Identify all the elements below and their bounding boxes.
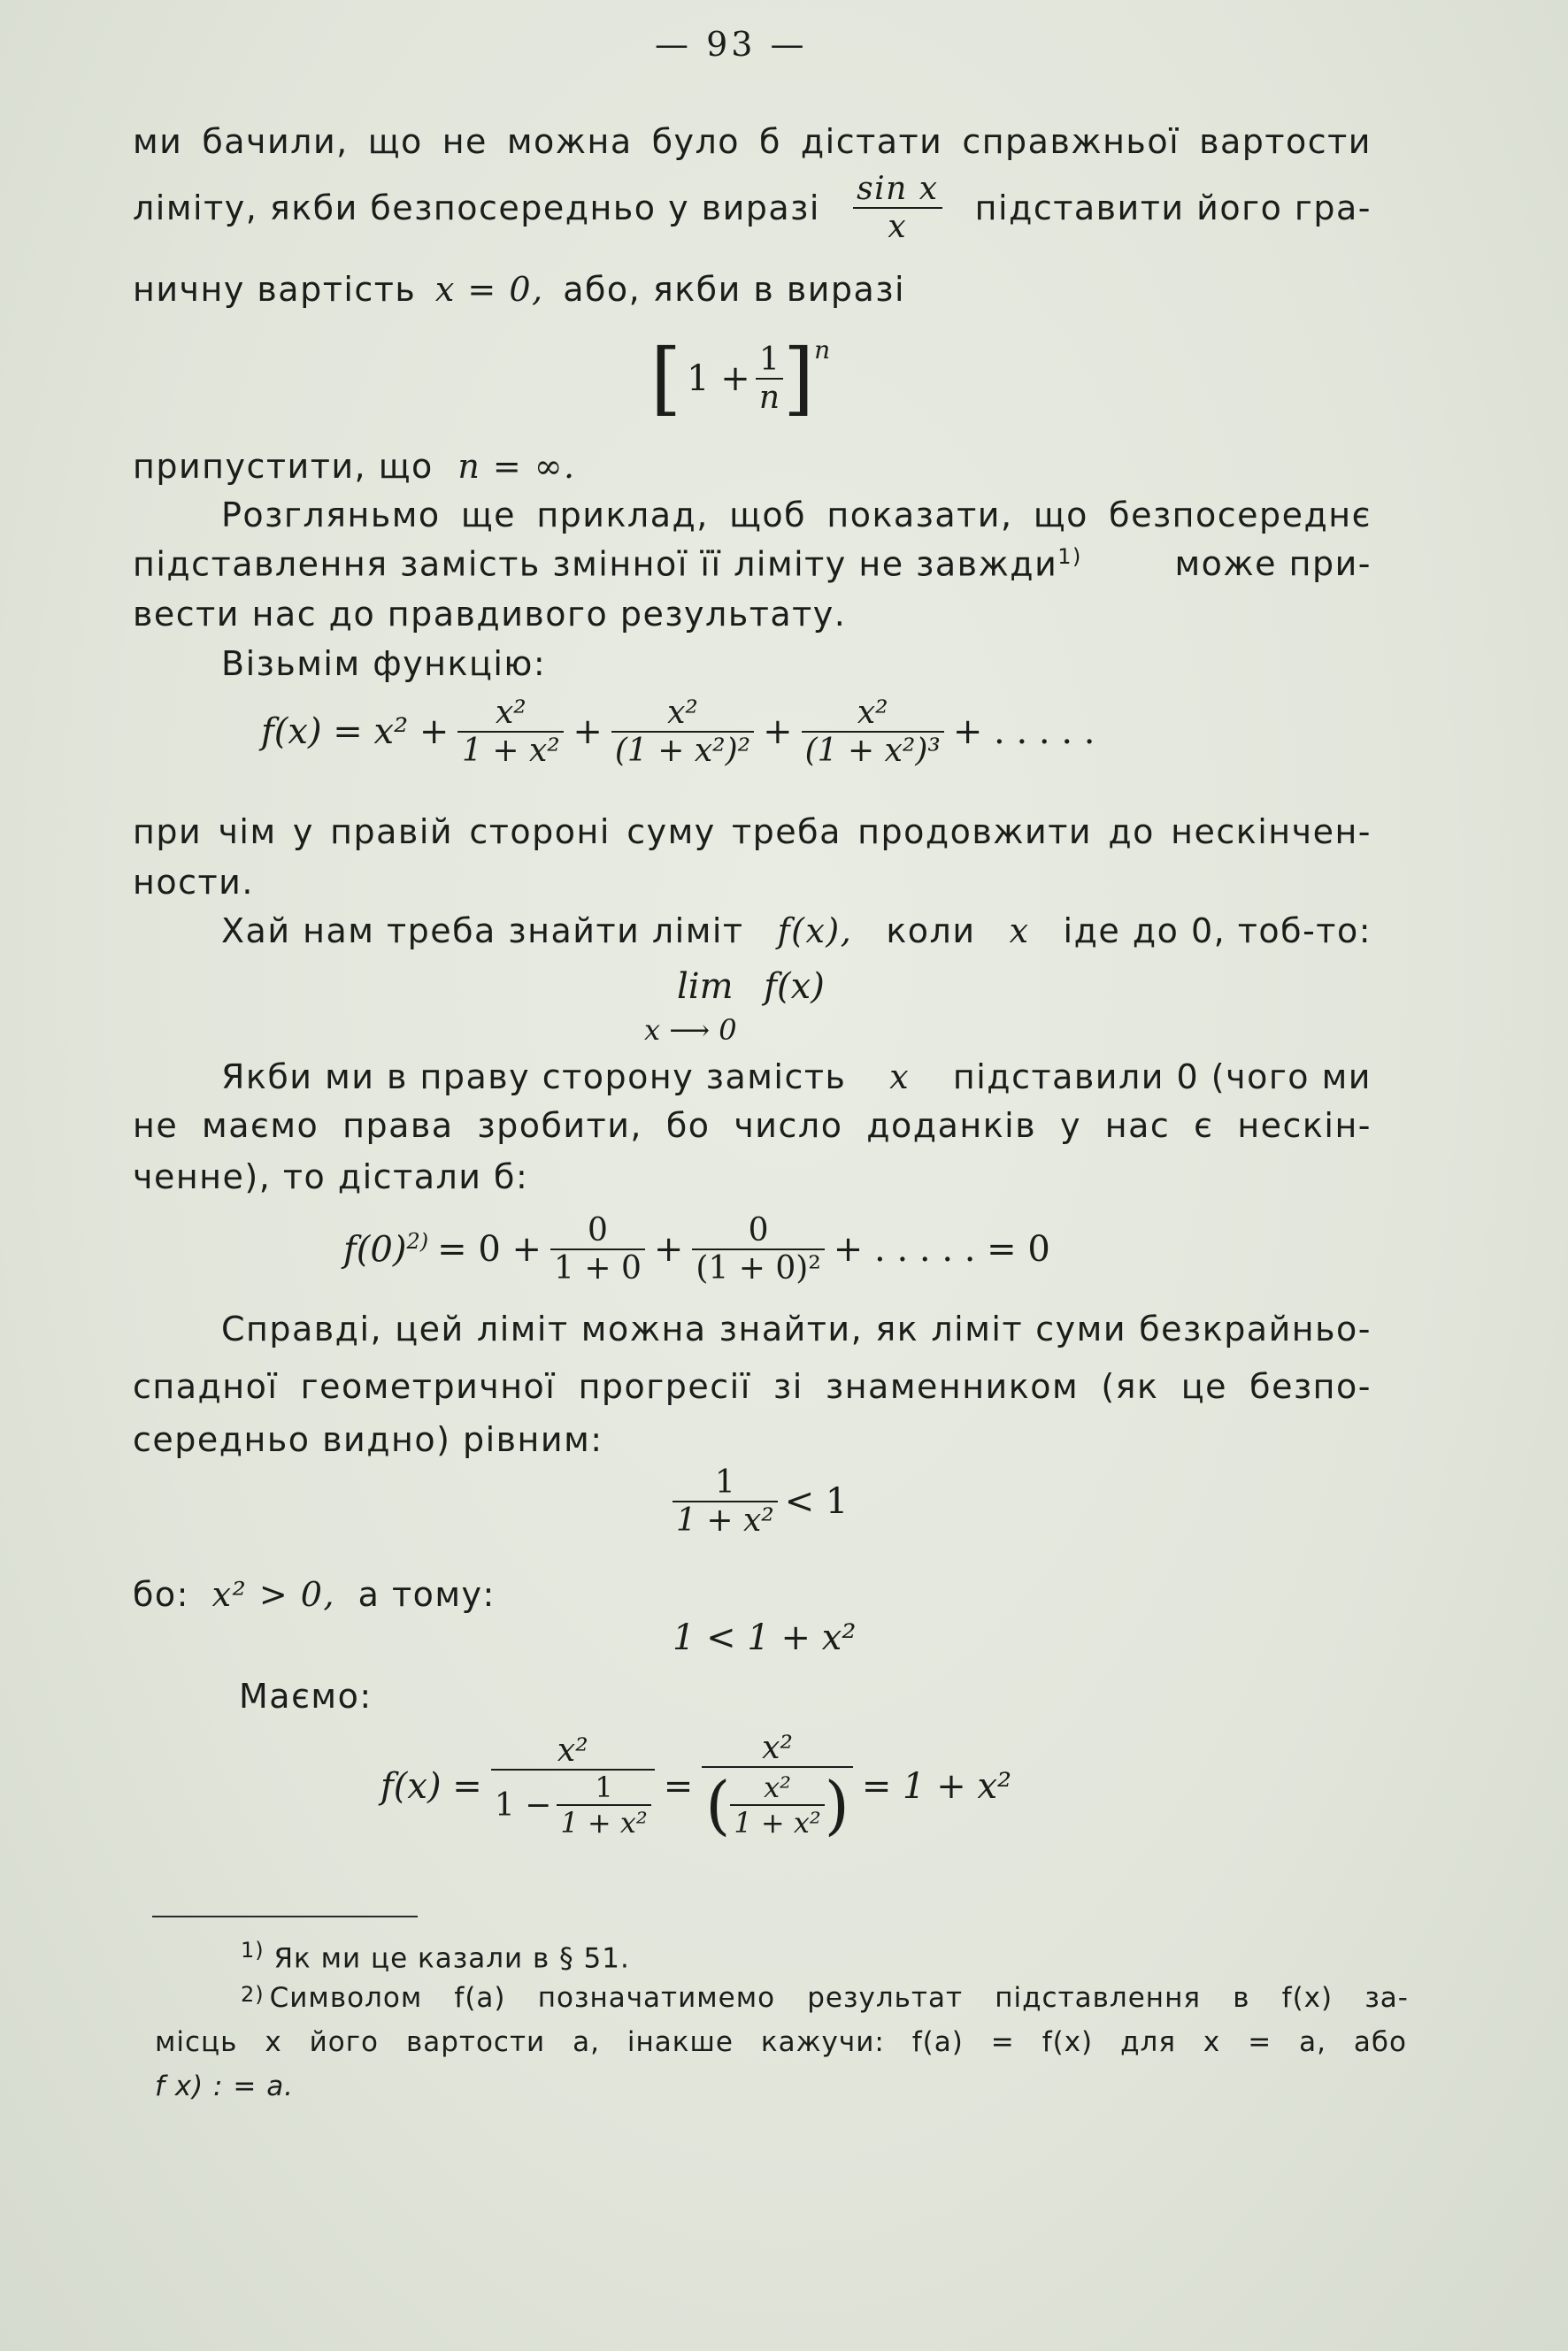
p6-after: іде до 0, тоб-то: — [1063, 911, 1372, 950]
p6-line — [221, 911, 1372, 950]
eq5-lhs: f(x) = — [380, 1765, 482, 1807]
eq3-rhs: < 1 — [784, 1481, 849, 1522]
p8-line2: спадної геометричної прогресії зі знаменником (як це безпо- — [133, 1367, 1372, 1406]
p1-line2 — [133, 171, 1372, 245]
footnote-ref-2[interactable]: 2) — [406, 1228, 429, 1254]
fraction-numerator: 1 — [673, 1464, 778, 1502]
p2-line — [133, 447, 1372, 486]
closed-form-equation — [380, 1730, 1011, 1842]
p8-line3: середньо видно) рівним: — [133, 1420, 603, 1459]
p1-line3-math: x = 0, — [434, 270, 544, 309]
eq2-tail: + . . . . . = 0 — [833, 1229, 1050, 1270]
eq2-eq: = 0 + — [437, 1229, 542, 1270]
substitution-equation — [343, 1212, 1050, 1287]
one-over-n-fraction — [756, 342, 783, 416]
fraction-numerator: 0 — [550, 1212, 645, 1250]
ratio-inequality — [673, 1464, 848, 1539]
eq5-fraction1 — [491, 1733, 655, 1840]
eq1-term1 — [457, 695, 564, 769]
footnote-2-line2: місць x його вартости a, інакше кажучи: f(a) = f(x) для x = a, або — [155, 2026, 1407, 2058]
fraction-denominator — [702, 1768, 853, 1842]
p9-line — [133, 1575, 1372, 1614]
fraction-numerator: x² — [491, 1733, 655, 1771]
p1-line1: ми бачили, що не можна було б дістати справжньої вартости — [133, 122, 1372, 161]
fraction-numerator: x² — [611, 695, 754, 733]
eq1-tail: + . . . . . — [952, 711, 1095, 752]
limit-expression-e — [650, 332, 830, 425]
p1-line3-a: ничну вартість — [133, 270, 417, 309]
fraction-denominator: 1 + x² — [676, 1502, 774, 1539]
p3-line3: вести нас до правдивого результату. — [133, 595, 847, 634]
p3-line2 — [133, 544, 1372, 584]
exponent-n: n — [814, 335, 831, 365]
function-series-equation — [261, 695, 1095, 769]
lim-function: f(x) — [764, 966, 825, 1007]
lim-word: lim — [677, 966, 734, 1007]
p5-line2: ности. — [133, 863, 254, 902]
p7-line1 — [221, 1057, 1372, 1096]
eq1-term3 — [802, 695, 944, 769]
footnote-2-line1 — [241, 1982, 1409, 2014]
p7-line2: не маємо права зробити, бо число доданків у нас є нескін- — [133, 1106, 1372, 1145]
p7-line1-b: підставили 0 (чого ми — [952, 1057, 1372, 1096]
expr1-one: 1 + — [687, 357, 750, 399]
eq2-lhs: $f(0)^{2)}$ — [343, 1228, 429, 1271]
fraction-denominator: (1 + x²)³ — [804, 733, 941, 769]
fraction-denominator: 1 + x² — [734, 1806, 821, 1840]
fraction-numerator: x² — [702, 1730, 853, 1768]
p5-line1: при чім у правій стороні суму треба продовжити до нескінчен- — [133, 812, 1372, 851]
footnote-2-ref: 2) — [241, 1982, 265, 2007]
left-paren: ( — [705, 1768, 731, 1842]
p9-after: а тому: — [357, 1575, 496, 1614]
eq5-f1-inner-fraction — [557, 1771, 650, 1840]
fraction-denominator: (1 + 0)² — [696, 1250, 821, 1287]
p2-text: припустити, що — [133, 447, 434, 486]
p1-line2-after: підставити його гра- — [974, 188, 1372, 227]
p10-line: Маємо: — [239, 1677, 373, 1716]
p3-line1: Розгляньмо ще приклад, щоб показати, що безпосереднє — [221, 496, 1372, 534]
footnote-1-text: Як ми це казали в § 51. — [273, 1942, 630, 1975]
eq3-fraction — [673, 1464, 778, 1539]
fraction-denominator: 1 + x² — [560, 1806, 648, 1840]
p6-fx: f(x), — [777, 911, 853, 950]
footnote-ref-1[interactable]: 1) — [1057, 544, 1082, 569]
eq2-term1 — [550, 1212, 645, 1287]
p3-line2-after: може при- — [1174, 544, 1372, 583]
p6-before: Хай нам треба знайти ліміт — [221, 911, 744, 950]
p8-line1: Справді, цей ліміт можна знайти, як ліміт суми безкрайньо- — [221, 1310, 1372, 1348]
p9-text: бо: — [133, 1575, 189, 1614]
sinx-over-x-fraction — [853, 171, 942, 245]
eq5-fraction2 — [702, 1730, 853, 1842]
one-less-inequality: 1 < 1 + x² — [673, 1617, 857, 1658]
fraction-numerator: 1 — [756, 342, 783, 380]
fraction-numerator: x² — [802, 695, 944, 733]
footnote-2-line1-text: Символом f(a) позначатимемо результат підставлення в f(x) за- — [269, 1982, 1409, 2014]
p6-x: x — [1009, 911, 1030, 950]
limit-subscript: x ⟶ 0 — [644, 1013, 737, 1047]
fraction-numerator: 1 — [557, 1771, 650, 1806]
fraction-numerator: sin x — [853, 171, 942, 209]
eq1-term2 — [611, 695, 754, 769]
eq1-plus1: + — [573, 711, 603, 752]
fraction-denominator: n — [758, 379, 780, 416]
footnote-1 — [241, 1938, 630, 1974]
left-bracket: [ — [650, 332, 682, 425]
page-number: — 93 — — [655, 25, 808, 64]
fraction-denominator: 1 + 0 — [554, 1250, 642, 1287]
eq1-lhs: f(x) = x² + — [261, 711, 450, 752]
p4-line: Візьмім функцію: — [221, 644, 547, 683]
p1-line3 — [133, 270, 1372, 309]
right-bracket: ] — [783, 332, 815, 425]
eq2-term2 — [692, 1212, 824, 1287]
p9-math: x² > 0, — [211, 1575, 336, 1614]
p6-middle: коли — [886, 911, 976, 950]
p1-line3-b: або, якби в виразі — [563, 270, 906, 309]
p1-line2-before: ліміту, якби безпосередньо у виразі — [133, 188, 820, 227]
eq2-plus: + — [653, 1229, 684, 1270]
p2-math: n = ∞. — [457, 447, 576, 486]
footnote-divider — [152, 1916, 418, 1917]
p7-line3: ченне), то дістали б: — [133, 1157, 529, 1196]
limit-lim — [677, 966, 825, 1007]
eq1-plus2: + — [763, 711, 793, 752]
p7-line1-x: x — [889, 1057, 911, 1096]
fraction-denominator: (1 + x²)² — [614, 733, 751, 769]
eq5-rhs: = 1 + x² — [861, 1765, 1012, 1807]
fraction-numerator: x² — [457, 695, 564, 733]
eq5-eq: = — [663, 1765, 694, 1807]
eq5-f2-inner-fraction — [730, 1771, 824, 1840]
fraction-denominator — [491, 1771, 655, 1840]
footnote-2-line3: f x) : = a. — [155, 2071, 295, 2102]
fraction-denominator: x — [888, 209, 908, 245]
p3-line2-before: підставлення замість змінної її ліміту не завжди$^{1)}$ — [133, 544, 1082, 584]
fraction-numerator: x² — [730, 1771, 824, 1806]
eq5-f1-den-a: 1 − — [494, 1786, 552, 1824]
fraction-denominator: 1 + x² — [461, 733, 560, 769]
footnote-1-ref: 1) — [241, 1938, 265, 1963]
fraction-numerator: 0 — [692, 1212, 824, 1250]
p7-line1-a: Якби ми в праву сторону замість — [221, 1057, 847, 1096]
right-paren: ) — [824, 1768, 849, 1842]
